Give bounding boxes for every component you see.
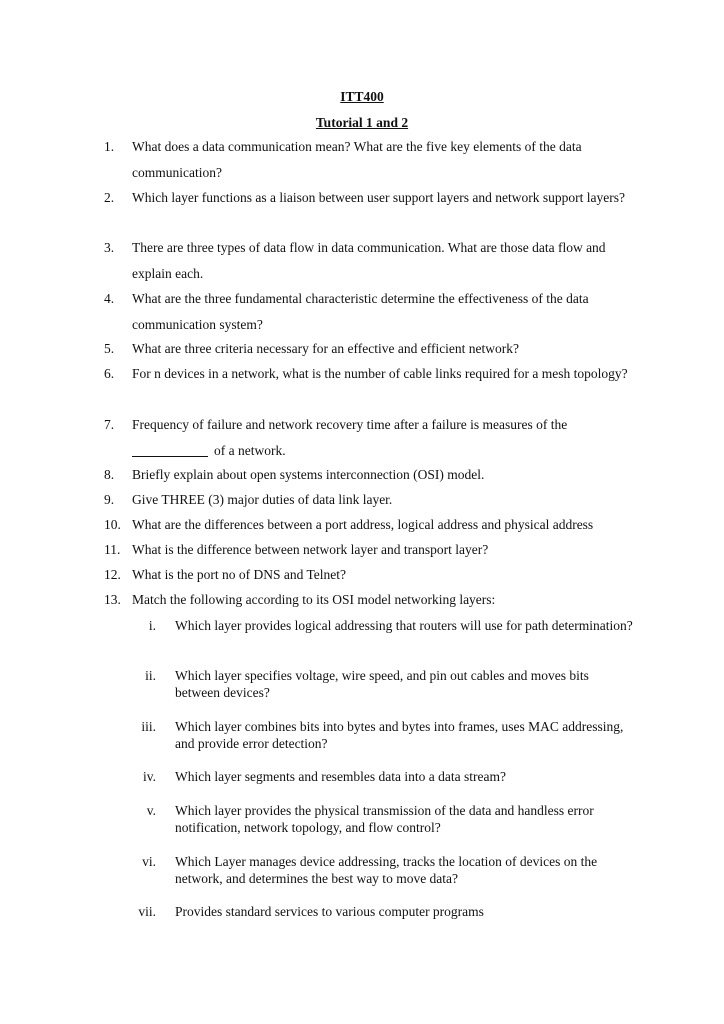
question-text: Briefly explain about open systems interconnection (OSI) model. bbox=[132, 467, 485, 482]
question-text: What is the difference between network layer and transport layer? bbox=[132, 542, 489, 557]
question-text: What are the differences between a port address, logical address and physical address bbox=[132, 517, 594, 532]
question-text: Frequency of failure and network recovery time after a failure is measures of the bbox=[132, 417, 568, 432]
subquestion-text: Which layer provides the physical transmission of the data and handless error notification, network topology, and flow control? bbox=[175, 803, 594, 835]
question-text: Give THREE (3) major duties of data link layer. bbox=[132, 492, 393, 507]
subquestion-number: vii. bbox=[138, 904, 156, 919]
question-text: What does a data communication mean? What are the five key elements of the data communication? bbox=[132, 139, 582, 180]
tutorial-title-heading: Tutorial 1 and 2 bbox=[315, 115, 409, 130]
question-text: Match the following according to its OSI model networking layers: bbox=[132, 592, 496, 607]
subquestion-number: i. bbox=[148, 618, 156, 633]
subquestion-text: Which layer specifies voltage, wire speed, and pin out cables and moves bits between devices? bbox=[175, 668, 589, 700]
question-number: 13. bbox=[104, 592, 121, 607]
question-number: 7. bbox=[104, 417, 115, 432]
question-number: 3. bbox=[104, 240, 115, 255]
question-text: There are three types of data flow in data communication. What are those data flow and explain each. bbox=[132, 240, 606, 281]
subquestion-text: Which layer provides logical addressing that routers will use for path determination? bbox=[175, 618, 633, 633]
question-text-after-blank: of a network. bbox=[214, 442, 286, 458]
question-text: What are the three fundamental characteristic determine the effectiveness of the data communication system? bbox=[132, 291, 589, 332]
question-text: What are three criteria necessary for an effective and efficient network? bbox=[132, 341, 520, 356]
question-number: 11. bbox=[104, 542, 121, 557]
question-number: 4. bbox=[104, 291, 115, 306]
subquestion-text: Which Layer manages device addressing, tracks the location of devices on the network, and determines the best way to move data? bbox=[175, 854, 598, 886]
course-code-heading: ITT400 bbox=[340, 89, 384, 104]
subquestion-number: iv. bbox=[143, 769, 156, 784]
question-number: 2. bbox=[104, 190, 115, 205]
question-text: Which layer functions as a liaison between user support layers and network support layers? bbox=[132, 190, 625, 205]
subquestion-number: iii. bbox=[141, 719, 156, 734]
question-number: 6. bbox=[104, 366, 115, 381]
question-number: 9. bbox=[104, 492, 115, 507]
question-number: 1. bbox=[104, 139, 115, 154]
subquestion-text: Provides standard services to various computer programs bbox=[175, 904, 484, 919]
question-number: 12. bbox=[104, 567, 121, 582]
question-number: 5. bbox=[104, 341, 115, 356]
question-text-wrap bbox=[132, 412, 642, 463]
subquestion-text: Which layer combines bits into bytes and bytes into frames, uses MAC addressing, and provide error detection? bbox=[175, 719, 624, 751]
question-number: 10. bbox=[104, 517, 121, 532]
question-number: 8. bbox=[104, 467, 115, 482]
subquestion-text: Which layer segments and resembles data into a data stream? bbox=[175, 769, 506, 784]
subquestion-number: vi. bbox=[142, 854, 156, 869]
subquestion-number: v. bbox=[146, 803, 156, 818]
subquestion-number: ii. bbox=[145, 668, 156, 683]
question-text: For n devices in a network, what is the number of cable links required for a mesh topology? bbox=[132, 366, 628, 381]
fill-in-blank bbox=[132, 442, 208, 457]
question-text: What is the port no of DNS and Telnet? bbox=[132, 567, 347, 582]
